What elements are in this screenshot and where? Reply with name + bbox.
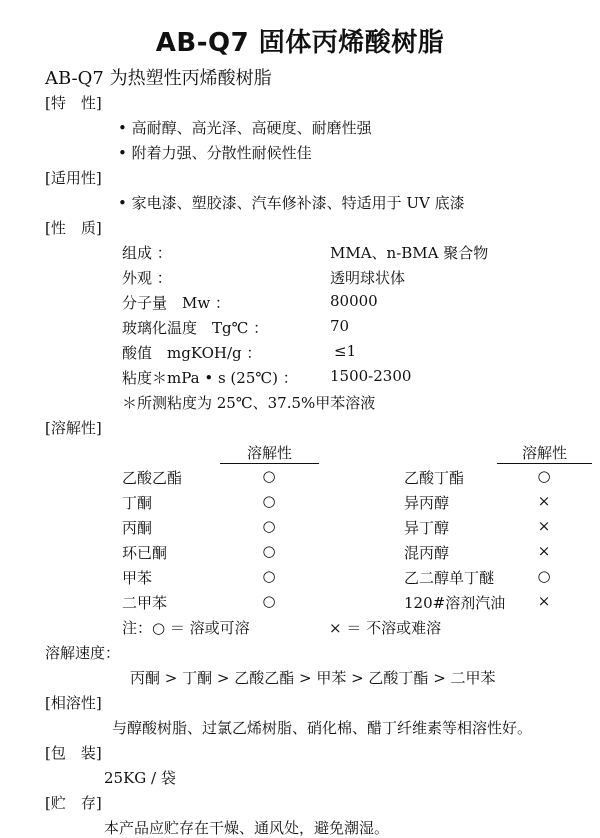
property-value: 70: [330, 317, 350, 335]
application-bullet: • 家电漆、塑胶漆、汽车修补漆、特适用于 UV 底漆: [118, 194, 465, 212]
property-value: 80000: [330, 292, 378, 310]
solvent-name: 异丙醇: [404, 494, 450, 512]
solvent-name: 乙酸乙酯: [122, 469, 183, 487]
solvent-name: 丙酮: [122, 519, 153, 537]
feature-bullet: • 附着力强、分散性耐候性佳: [118, 144, 312, 162]
property-value: 透明球状体: [330, 269, 406, 287]
solvent-name: 异丁醇: [404, 519, 450, 537]
solubility-mark: ○: [537, 467, 551, 485]
storage-text: 本产品应贮存在干燥、通风处，避免潮湿。: [104, 819, 390, 837]
solubility-mark: ○: [262, 542, 276, 560]
packaging-text: 25KG / 袋: [104, 769, 176, 787]
viscosity-footnote: ＊所测粘度为 25℃、37.5%甲苯溶液: [122, 394, 376, 412]
solubility-heading: [溶解性]: [45, 419, 102, 437]
solvent-name: 甲苯: [122, 569, 153, 587]
property-value: 1500-2300: [330, 367, 412, 385]
solubility-column-header: 溶解性: [497, 442, 592, 464]
solubility-mark: ×: [537, 592, 551, 610]
solvent-name: 乙二醇单丁醚: [404, 569, 495, 587]
solvent-name: 环已酮: [122, 544, 168, 562]
property-label: 分子量 Mw ：: [122, 294, 230, 312]
solubility-mark: ○: [262, 567, 276, 585]
solubility-legend-insoluble: × ＝ 不溶或难溶: [329, 619, 442, 637]
solubility-mark: ○: [262, 592, 276, 610]
solubility-mark: ×: [537, 492, 551, 510]
solvent-name: 混丙醇: [404, 544, 450, 562]
solvent-name: 二甲苯: [122, 594, 168, 612]
properties-heading: [性 质]: [45, 219, 102, 237]
property-label: 外观 ：: [122, 269, 172, 287]
property-label: 玻璃化温度 Tg℃ ：: [122, 319, 269, 337]
dissolution-speed-heading: 溶解速度：: [45, 644, 121, 662]
property-value: MMA、n-BMA 聚合物: [330, 244, 489, 262]
solubility-legend-soluble: 注：○ ＝ 溶或可溶: [122, 619, 250, 637]
feature-bullet: • 高耐醇、高光泽、高硬度、耐磨性强: [118, 119, 372, 137]
product-subtitle: AB-Q7 为热塑性丙烯酸树脂: [45, 68, 272, 89]
features-heading: [特 性]: [45, 94, 102, 112]
solvent-name: 乙酸丁酯: [404, 469, 465, 487]
solubility-mark: ○: [262, 492, 276, 510]
property-label: 酸值 mgKOH/g ：: [122, 344, 262, 362]
solubility-mark: ○: [262, 517, 276, 535]
applications-heading: [适用性]: [45, 169, 102, 187]
dissolution-speed-order: 丙酮 > 丁酮 > 乙酸乙酯 > 甲苯 > 乙酸丁酯 > 二甲苯: [130, 669, 496, 687]
solvent-name: 丁酮: [122, 494, 153, 512]
solubility-column-header: 溶解性: [220, 442, 319, 464]
solubility-mark: ×: [537, 517, 551, 535]
solubility-mark: ○: [262, 467, 276, 485]
storage-heading: [贮 存]: [45, 794, 102, 812]
property-label: 粘度＊mPa • s (25℃) ：: [122, 369, 298, 387]
compatibility-text: 与醇酸树脂、过氯乙烯树脂、硝化棉、醋丁纤维素等相溶性好。: [112, 719, 533, 737]
packaging-heading: [包 装]: [45, 744, 102, 762]
property-value: ≤1: [334, 342, 357, 360]
page-title: AB-Q7 固体丙烯酸树脂: [155, 28, 445, 58]
solubility-mark: ○: [537, 567, 551, 585]
solubility-mark: ×: [537, 542, 551, 560]
property-label: 组成 ：: [122, 244, 172, 262]
compatibility-heading: [相溶性]: [45, 694, 102, 712]
solvent-name: 120#溶剂汽油: [404, 594, 506, 612]
